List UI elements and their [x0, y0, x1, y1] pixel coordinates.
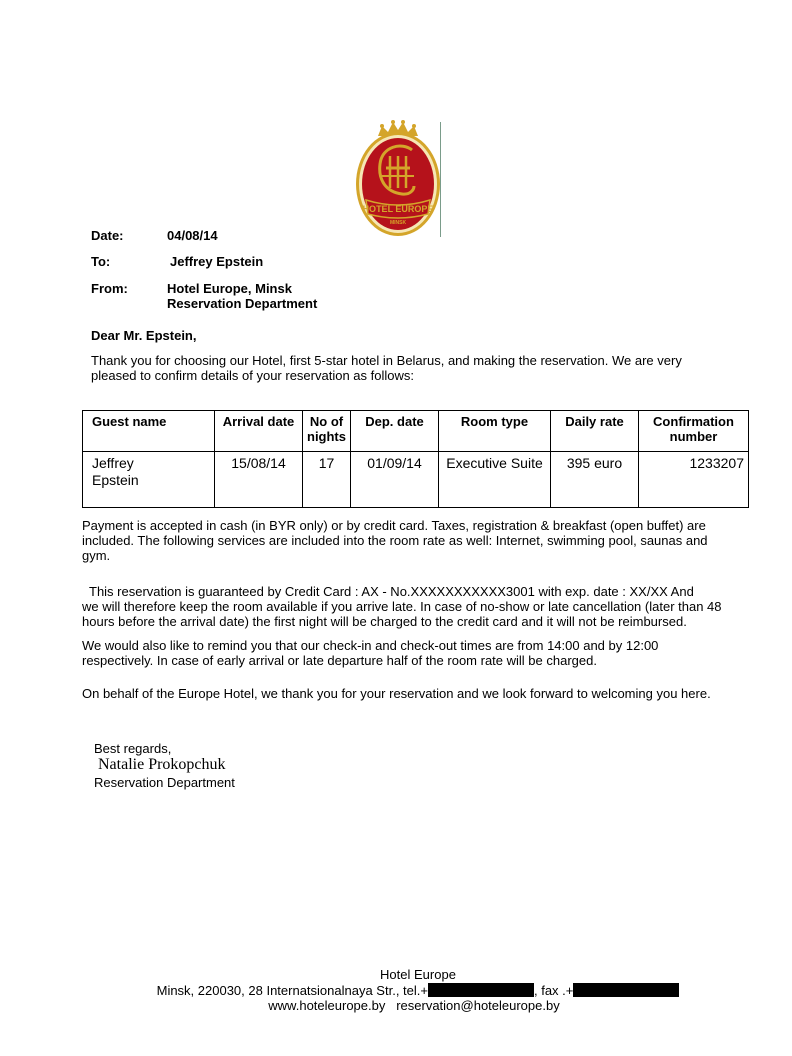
checkin-line-2: respectively. In case of early arrival or late departure half of the room rate will be charged. — [82, 653, 597, 668]
to-label: To: — [91, 254, 111, 269]
redacted-phone — [428, 983, 534, 997]
cell-confirmation: 1233207 — [639, 452, 749, 508]
footer-fax-label: , fax .+ — [533, 983, 574, 998]
guest-first-name: Jeffrey — [92, 455, 134, 471]
closing-line: On behalf of the Europe Hotel, we thank you for your reservation and we look forward to welcoming you here. — [82, 686, 711, 701]
col-daily-rate: Daily rate — [551, 411, 639, 452]
col-room-type: Room type — [439, 411, 551, 452]
cell-room-type: Executive Suite — [439, 452, 551, 508]
col-nights-line2: nights — [307, 429, 346, 444]
checkin-line-1: We would also like to remind you that our check-in and check-out times are from 14:00 and by 12:00 — [82, 638, 659, 653]
guarantee-line-2: we will therefore keep the room available if you arrive late. In case of no-show or late cancellation (later than 48 — [82, 599, 722, 614]
hotel-europe-emblem-icon — [352, 118, 444, 240]
from-value-line2: Reservation Department — [167, 296, 318, 311]
guarantee-line-3: hours before the arrival date) the first night will be charged to the credit card and it will not be reimbursed. — [82, 614, 687, 629]
guarantee-line-1: This reservation is guaranteed by Credit Card : AX - No.XXXXXXXXXXX3001 with exp. date : XX/XX And — [89, 584, 694, 599]
col-confirmation-line2: number — [669, 429, 718, 444]
redacted-fax — [573, 983, 679, 997]
logo-city-text: MINSK — [389, 220, 407, 226]
signature-dept: Reservation Department — [94, 775, 235, 790]
payment-line-1: Payment is accepted in cash (in BYR only) or by credit card. Taxes, registration & breakfast (open buffet) are — [82, 518, 706, 533]
col-arrival-date: Arrival date — [215, 411, 303, 452]
regards: Best regards, — [94, 741, 172, 756]
col-dep-date: Dep. date — [351, 411, 439, 452]
col-confirmation-line1: Confirmation — [653, 414, 734, 429]
col-guest-name: Guest name — [83, 411, 215, 452]
cell-dep-date: 01/09/14 — [351, 452, 439, 508]
payment-line-2: included. The following services are included into the room rate as well: Internet, swimming pool, saunas and — [82, 533, 708, 548]
table-row — [83, 452, 749, 508]
intro-line-1: Thank you for choosing our Hotel, first 5-star hotel in Belarus, and making the reservation. We are very — [91, 353, 682, 368]
logo-divider — [440, 122, 441, 237]
cell-daily-rate: 395 euro — [551, 452, 639, 508]
hotel-logo — [352, 118, 444, 240]
cell-arrival-date: 15/08/14 — [215, 452, 303, 508]
from-label: From: — [91, 281, 128, 296]
date-label: Date: — [91, 228, 124, 243]
greeting: Dear Mr. Epstein, — [91, 328, 197, 343]
footer-website-link[interactable]: www.hoteleurope.by — [268, 998, 386, 1013]
cell-guest-name — [83, 452, 215, 508]
reservation-table — [82, 410, 749, 508]
col-nights — [303, 411, 351, 452]
footer-email-link[interactable]: reservation@hoteleurope.by — [396, 998, 560, 1013]
to-value: Jeffrey Epstein — [170, 254, 264, 269]
table-header-row — [83, 411, 749, 452]
guest-last-name: Epstein — [92, 472, 139, 488]
footer-address — [22, 983, 792, 998]
intro-line-2: pleased to confirm details of your reservation as follows: — [91, 368, 414, 383]
logo-name-text: HOTEL EUROPE — [362, 204, 434, 214]
footer-address-text: Minsk, 220030, 28 Internatsionalnaya Str., tel.+ — [156, 983, 428, 998]
cell-nights: 17 — [303, 452, 351, 508]
col-confirmation — [639, 411, 749, 452]
date-value: 04/08/14 — [167, 228, 218, 243]
signature-name: Natalie Prokopchuk — [98, 756, 226, 773]
footer-hotel-name: Hotel Europe — [380, 967, 456, 982]
from-value-line1: Hotel Europe, Minsk — [167, 281, 292, 296]
payment-line-3: gym. — [82, 548, 111, 563]
col-nights-line1: No of — [309, 414, 344, 429]
footer-contacts — [18, 998, 792, 1013]
